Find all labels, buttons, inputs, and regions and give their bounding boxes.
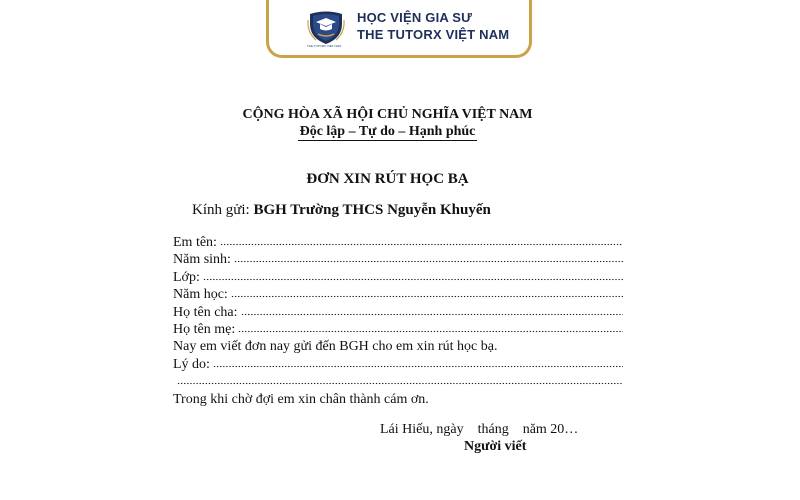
fill-in-dots	[238, 322, 623, 333]
date-line	[380, 422, 578, 438]
recipient-name: BGH Trường THCS Nguyễn Khuyến	[253, 202, 491, 218]
field-label: Lý do:	[173, 356, 210, 372]
country-heading: CỘNG HÒA XÃ HỘI CHỦ NGHĨA VIỆT NAM	[242, 107, 533, 122]
motto-text: Độc lập – Tự do – Hạnh phúc	[299, 124, 476, 139]
field-label: Lớp:	[173, 269, 200, 285]
date-place: Lái Hiếu, ngày	[380, 422, 464, 437]
shield-emblem-icon	[306, 10, 346, 46]
logo-caption: THE TUTORX VIET NAM	[307, 44, 342, 48]
field-mother-name	[173, 322, 623, 339]
fill-in-dots	[203, 270, 623, 281]
reason-continuation	[173, 374, 623, 391]
field-birth-year	[173, 252, 623, 269]
fill-in-dots	[231, 287, 623, 298]
form-fields	[173, 235, 623, 409]
motto-heading	[0, 124, 775, 140]
closing-sentence: Trong khi chờ đợi em xin chân thành cám ơn.	[173, 391, 429, 407]
field-school-year	[173, 287, 623, 304]
fill-in-dots	[177, 374, 623, 385]
recipient-line	[192, 202, 491, 219]
fill-in-dots	[220, 235, 623, 246]
fill-in-dots	[241, 305, 623, 316]
field-father-name	[173, 305, 623, 322]
date-month: tháng	[477, 422, 509, 437]
document-title: ĐƠN XIN RÚT HỌC BẠ	[306, 171, 469, 187]
date-year: năm 20…	[522, 422, 579, 437]
logo-banner	[266, 0, 532, 58]
field-label: Năm học:	[173, 287, 228, 303]
field-student-name	[173, 235, 623, 252]
field-label: Em tên:	[173, 235, 217, 250]
field-label: Họ tên mẹ:	[173, 321, 236, 337]
fill-in-dots	[234, 252, 623, 263]
recipient-prefix: Kính gửi:	[192, 202, 254, 218]
field-label: Họ tên cha:	[173, 304, 238, 320]
logo-title-line2: THE TUTORX VIỆT NAM	[357, 27, 510, 42]
logo-title-line1: HỌC VIỆN GIA SƯ	[357, 10, 473, 25]
fill-in-dots	[213, 357, 623, 368]
request-sentence: Nay em viết đơn nay gửi đến BGH cho em xin rút học bạ.	[173, 339, 498, 355]
signer-label: Người viết	[464, 439, 527, 454]
request-line	[173, 339, 623, 356]
field-reason	[173, 357, 623, 374]
closing-line	[173, 392, 623, 409]
field-class	[173, 270, 623, 287]
field-label: Năm sinh:	[173, 252, 231, 268]
